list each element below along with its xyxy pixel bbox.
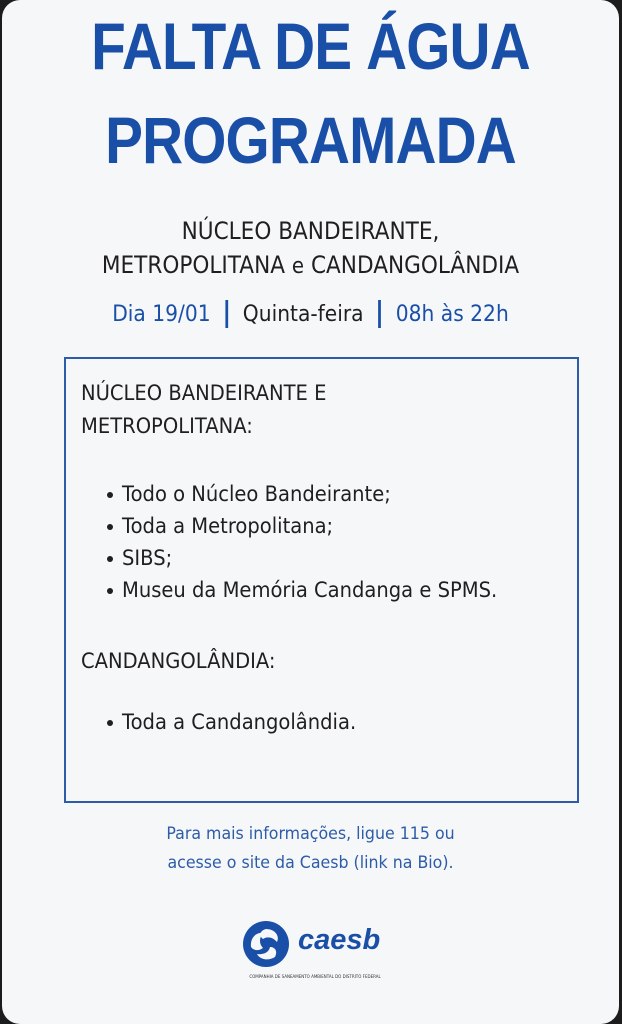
headline-line-1: FALTA DE ÁGUA — [91, 9, 530, 83]
list-item: SIBS; — [122, 546, 173, 570]
section2-heading: CANDANGOLÂNDIA: — [81, 649, 276, 673]
caesb-tagline: COMPANHIA DE SANEAMENTO AMBIENTAL DO DISTRITO FEDERAL — [249, 974, 381, 979]
conjunction: e — [291, 254, 305, 279]
region-candangolandia: CANDANGOLÂNDIA — [310, 251, 520, 279]
bullet-icon — [107, 524, 113, 530]
regions-line-2 — [33, 253, 588, 278]
bullet-icon — [107, 492, 113, 498]
section1-heading-line-2: METROPOLITANA: — [81, 414, 253, 438]
list-item: Todo o Núcleo Bandeirante; — [122, 482, 391, 506]
headline-line-2: PROGRAMADA — [105, 103, 516, 177]
regions-line-1: NÚCLEO BANDEIRANTE, — [181, 217, 440, 245]
region-metropolitana: METROPOLITANA — [101, 251, 286, 279]
caesb-swirl-icon — [242, 920, 290, 968]
list-item: Museu da Memória Candanga e SPMS. — [122, 578, 498, 602]
bullet-icon — [107, 588, 113, 594]
list-item: Toda a Candangolândia. — [122, 710, 357, 734]
schedule-hours: 08h às 22h — [395, 301, 509, 327]
info-line-1: Para mais informações, ligue 115 ou — [166, 824, 455, 844]
schedule-weekday: Quinta-feira — [242, 301, 364, 327]
section1-heading-line-1: NÚCLEO BANDEIRANTE E — [81, 381, 327, 405]
schedule-bar — [27, 300, 595, 328]
caesb-wordmark: caesb — [298, 924, 381, 956]
announcement-card — [2, 0, 619, 1024]
bullet-icon — [107, 556, 113, 562]
schedule-divider — [378, 300, 381, 328]
list-item: Toda a Metropolitana; — [122, 514, 334, 538]
schedule-divider — [225, 300, 228, 328]
caesb-logo — [240, 918, 390, 980]
schedule-day: Dia 19/01 — [112, 301, 211, 327]
info-line-2: acesse o site da Caesb (link na Bio). — [167, 853, 454, 873]
bullet-icon — [107, 720, 113, 726]
affected-areas-box — [64, 357, 579, 803]
